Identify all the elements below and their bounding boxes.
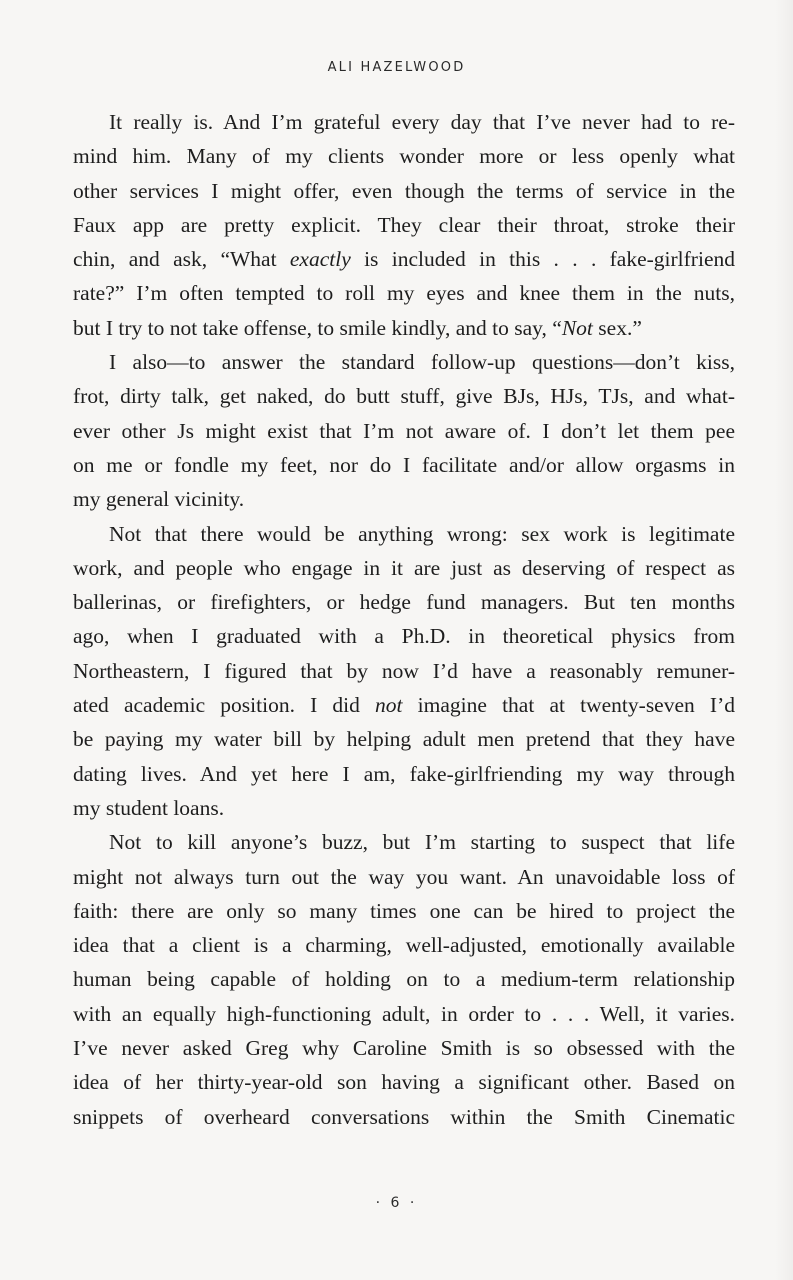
italic-emphasis: exactly — [289, 247, 351, 272]
page-edge-shadow — [775, 0, 793, 1280]
text-run: is included in this . . . fake-girlfriend — [350, 247, 735, 272]
text-line — [73, 619, 735, 653]
text-line — [73, 928, 735, 962]
text-line — [73, 1100, 735, 1134]
text-line — [73, 551, 735, 585]
running-head-author: ALI HAZELWOOD — [327, 60, 466, 75]
text-run: other services I might offer, even though the terms of service in the — [73, 178, 735, 203]
text-run: It really is. And I’m grateful every day that I’ve never had to re- — [109, 110, 735, 134]
text-line — [73, 208, 735, 242]
text-line — [73, 791, 735, 825]
text-run: ballerinas, or firefighters, or hedge fund managers. But ten months — [73, 590, 735, 615]
text-run: imagine that at twenty-seven I’d — [402, 693, 735, 718]
text-run: I’ve never asked Greg why Caroline Smith is so obsessed with the — [73, 1036, 735, 1061]
text-run: snippets of overheard conversations within the Smith Cinematic — [73, 1104, 735, 1129]
text-line — [73, 448, 735, 482]
text-line — [73, 139, 735, 173]
text-run: Not to kill anyone’s buzz, but I’m starting to suspect that life — [109, 830, 735, 855]
text-line — [73, 757, 735, 791]
text-line — [73, 825, 735, 859]
text-line — [73, 860, 735, 894]
text-run: Not that there would be anything wrong: sex work is legitimate — [109, 521, 735, 546]
italic-emphasis: Not — [561, 315, 593, 340]
text-run: work, and people who engage in it are just as deserving of respect as — [73, 555, 735, 580]
text-line — [73, 276, 735, 310]
italic-emphasis: not — [375, 693, 403, 718]
text-line — [73, 379, 735, 413]
paragraph — [73, 345, 735, 516]
paragraph — [73, 105, 735, 345]
paragraph — [73, 517, 735, 826]
text-run: my general vicinity. — [73, 487, 245, 512]
text-run: faith: there are only so many times one can be hired to project the — [73, 898, 735, 923]
text-run: human being capable of holding on to a medium-term relationship — [73, 967, 735, 992]
text-run: frot, dirty talk, get naked, do butt stuff, give BJs, HJs, TJs, and what- — [73, 384, 735, 409]
text-run: rate?” I’m often tempted to roll my eyes and knee them in the nuts, — [73, 281, 735, 306]
text-run: with an equally high-functioning adult, in order to . . . Well, it varies. — [73, 1001, 735, 1026]
paragraph — [73, 825, 735, 1134]
text-run: might not always turn out the way you want. An unavoidable loss of — [73, 864, 735, 889]
text-run: dating lives. And yet here I am, fake-girlfriending my way through — [73, 761, 735, 786]
text-run: on me or fondle my feet, nor do I facilitate and/or allow orgasms in — [73, 452, 735, 477]
text-run: ever other Js might exist that I’m not aware of. I don’t let them pee — [73, 418, 735, 443]
text-line — [73, 654, 735, 688]
text-line — [73, 174, 735, 208]
text-line — [73, 585, 735, 619]
text-line — [73, 962, 735, 996]
text-line — [73, 1065, 735, 1099]
text-run: idea of her thirty-year-old son having a significant other. Based on — [73, 1070, 735, 1095]
text-run: be paying my water bill by helping adult men pretend that they have — [73, 727, 735, 752]
text-run: sex.” — [592, 315, 642, 340]
text-line — [73, 722, 735, 756]
text-run: idea that a client is a charming, well-adjusted, emotionally available — [73, 933, 735, 958]
text-line — [73, 482, 735, 516]
text-line — [73, 242, 735, 276]
text-line — [73, 688, 735, 722]
page-number: · 6 · — [375, 1195, 418, 1211]
text-run: mind him. Many of my clients wonder more or less openly what — [73, 144, 735, 169]
text-line — [73, 311, 735, 345]
text-run: but I try to not take offense, to smile kindly, and to say, “ — [73, 315, 562, 340]
text-run: ago, when I graduated with a Ph.D. in theoretical physics from — [73, 624, 735, 649]
body-text — [73, 105, 735, 1134]
text-line — [73, 105, 735, 139]
text-run: I also—to answer the standard follow-up questions—don’t kiss, — [109, 350, 735, 375]
text-run: Northeastern, I figured that by now I’d have a reasonably remuner- — [73, 658, 735, 683]
text-run: ated academic position. I did — [73, 693, 376, 718]
text-run: my student loans. — [73, 795, 225, 820]
text-run: chin, and ask, “What — [73, 247, 290, 272]
text-line — [73, 345, 735, 379]
text-line — [73, 1031, 735, 1065]
text-line — [73, 414, 735, 448]
text-line — [73, 894, 735, 928]
text-line — [73, 517, 735, 551]
text-line — [73, 997, 735, 1031]
text-run: Faux app are pretty explicit. They clear their throat, stroke their — [73, 212, 735, 237]
